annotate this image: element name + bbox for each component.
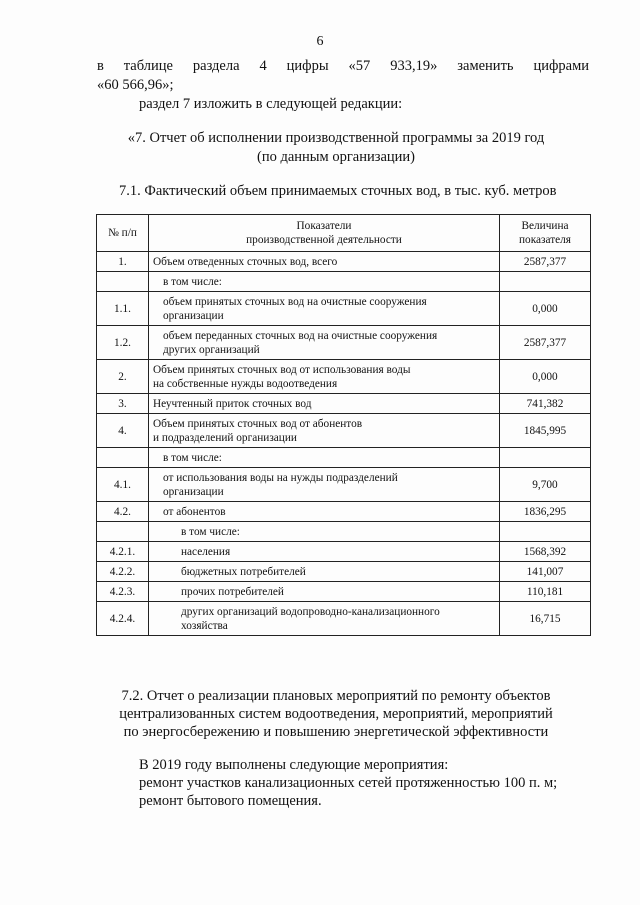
header-value-line-2: показателя bbox=[519, 234, 571, 246]
row-value: 141,007 bbox=[500, 562, 591, 582]
table-row bbox=[97, 562, 591, 582]
page-number: 6 bbox=[316, 34, 324, 49]
section-7-subheading: (по данным организации) bbox=[256, 149, 415, 165]
row-number: 1. bbox=[97, 252, 149, 272]
row-number bbox=[97, 522, 149, 542]
table-body bbox=[97, 252, 591, 636]
row-number: 4.2.2. bbox=[97, 562, 149, 582]
row-indicator-line: организации bbox=[163, 309, 224, 322]
row-indicator bbox=[149, 448, 500, 468]
row-indicator bbox=[149, 360, 500, 394]
row-value: 9,700 bbox=[500, 468, 591, 502]
row-indicator bbox=[149, 542, 500, 562]
row-indicator-line: Объем отведенных сточных вод, всего bbox=[153, 255, 338, 268]
row-indicator-line: других организаций bbox=[163, 343, 260, 356]
intro-line-2: «60 566,96»; bbox=[97, 77, 174, 93]
intro-line-3: раздел 7 изложить в следующей редакции: bbox=[139, 96, 403, 112]
row-indicator-line: в том числе: bbox=[163, 451, 222, 464]
row-number: 4.2. bbox=[97, 502, 149, 522]
row-indicator-line: объем переданных сточных вод на очистные сооружения bbox=[163, 329, 438, 342]
section-7-heading: «7. Отчет об исполнении производственной программы за 2019 год bbox=[127, 130, 545, 146]
row-value: 2587,377 bbox=[500, 252, 591, 272]
row-indicator bbox=[149, 562, 500, 582]
table-row bbox=[97, 542, 591, 562]
row-indicator-line: прочих потребителей bbox=[181, 585, 284, 598]
row-indicator bbox=[149, 394, 500, 414]
table-row bbox=[97, 360, 591, 394]
table-row bbox=[97, 272, 591, 292]
table-row bbox=[97, 468, 591, 502]
table-header-row bbox=[97, 215, 591, 252]
row-number bbox=[97, 272, 149, 292]
row-value: 0,000 bbox=[500, 360, 591, 394]
row-number: 2. bbox=[97, 360, 149, 394]
header-value bbox=[500, 215, 591, 252]
row-indicator-line: на собственные нужды водоотведения bbox=[153, 377, 338, 390]
row-value bbox=[500, 272, 591, 292]
row-value: 16,715 bbox=[500, 602, 591, 636]
intro-line-1: в таблице раздела 4 цифры «57 933,19» заменить цифрами bbox=[97, 58, 589, 74]
row-indicator-line: Объем принятых сточных вод от использования воды bbox=[153, 363, 411, 376]
table-row bbox=[97, 326, 591, 360]
table-row bbox=[97, 582, 591, 602]
row-indicator-line: Объем принятых сточных вод от абонентов bbox=[153, 417, 363, 430]
row-number: 4.2.3. bbox=[97, 582, 149, 602]
row-indicator-line: и подразделений организации bbox=[153, 431, 297, 444]
row-indicator bbox=[149, 326, 500, 360]
row-value bbox=[500, 448, 591, 468]
row-number: 4.2.1. bbox=[97, 542, 149, 562]
table-row bbox=[97, 502, 591, 522]
row-indicator-line: в том числе: bbox=[181, 525, 240, 538]
row-indicator bbox=[149, 272, 500, 292]
header-value-line-1: Величина bbox=[521, 220, 569, 232]
row-indicator bbox=[149, 602, 500, 636]
row-indicator bbox=[149, 252, 500, 272]
row-number bbox=[97, 448, 149, 468]
row-number: 1.2. bbox=[97, 326, 149, 360]
row-indicator bbox=[149, 292, 500, 326]
table-row bbox=[97, 414, 591, 448]
row-indicator-line: от абонентов bbox=[163, 505, 226, 518]
row-indicator-line: организации bbox=[163, 485, 224, 498]
row-indicator-line: населения bbox=[181, 545, 231, 558]
section-7-1-heading: 7.1. Фактический объем принимаемых сточных вод, в тыс. куб. метров bbox=[119, 183, 557, 199]
row-value: 1845,995 bbox=[500, 414, 591, 448]
row-value: 1836,295 bbox=[500, 502, 591, 522]
row-indicator-line: объем принятых сточных вод на очистные сооружения bbox=[163, 295, 427, 308]
row-value: 110,181 bbox=[500, 582, 591, 602]
row-indicator-line: хозяйства bbox=[181, 619, 228, 632]
row-indicator bbox=[149, 582, 500, 602]
row-indicator-line: в том числе: bbox=[163, 275, 222, 288]
row-number: 3. bbox=[97, 394, 149, 414]
table-row bbox=[97, 448, 591, 468]
section-7-2-heading-line-3: по энергосбережению и повышению энергетической эффективности bbox=[123, 724, 549, 740]
table-row bbox=[97, 522, 591, 542]
row-number: 4.2.4. bbox=[97, 602, 149, 636]
header-num: № п/п bbox=[97, 215, 149, 252]
row-value: 2587,377 bbox=[500, 326, 591, 360]
table-row bbox=[97, 602, 591, 636]
row-indicator-line: Неучтенный приток сточных вод bbox=[153, 397, 312, 410]
table-row bbox=[97, 394, 591, 414]
row-indicator-line: других организаций водопроводно-канализационного bbox=[181, 605, 440, 618]
activity-item: ремонт бытового помещения. bbox=[139, 793, 322, 809]
row-indicator bbox=[149, 468, 500, 502]
activity-item: ремонт участков канализационных сетей протяженностью 100 п. м; bbox=[139, 775, 558, 791]
section-7-2-heading-line-1: 7.2. Отчет о реализации плановых мероприятий по ремонту объектов bbox=[121, 688, 551, 704]
table-row bbox=[97, 292, 591, 326]
row-indicator-line: от использования воды на нужды подразделений bbox=[163, 471, 398, 484]
row-indicator bbox=[149, 522, 500, 542]
wastewater-volume-table bbox=[96, 214, 591, 636]
section-7-2-heading-line-2: централизованных систем водоотведения, мероприятий, мероприятий bbox=[119, 706, 553, 722]
header-indicator-line-2: производственной деятельности bbox=[246, 234, 402, 246]
row-number: 1.1. bbox=[97, 292, 149, 326]
row-value bbox=[500, 522, 591, 542]
row-indicator bbox=[149, 502, 500, 522]
row-value: 0,000 bbox=[500, 292, 591, 326]
row-number: 4. bbox=[97, 414, 149, 448]
header-indicator bbox=[149, 215, 500, 252]
row-indicator-line: бюджетных потребителей bbox=[181, 565, 306, 578]
row-value: 1568,392 bbox=[500, 542, 591, 562]
row-indicator bbox=[149, 414, 500, 448]
header-indicator-line-1: Показатели bbox=[296, 220, 352, 232]
activities-intro: В 2019 году выполнены следующие мероприятия: bbox=[139, 757, 449, 773]
table-row bbox=[97, 252, 591, 272]
row-number: 4.1. bbox=[97, 468, 149, 502]
row-value: 741,382 bbox=[500, 394, 591, 414]
